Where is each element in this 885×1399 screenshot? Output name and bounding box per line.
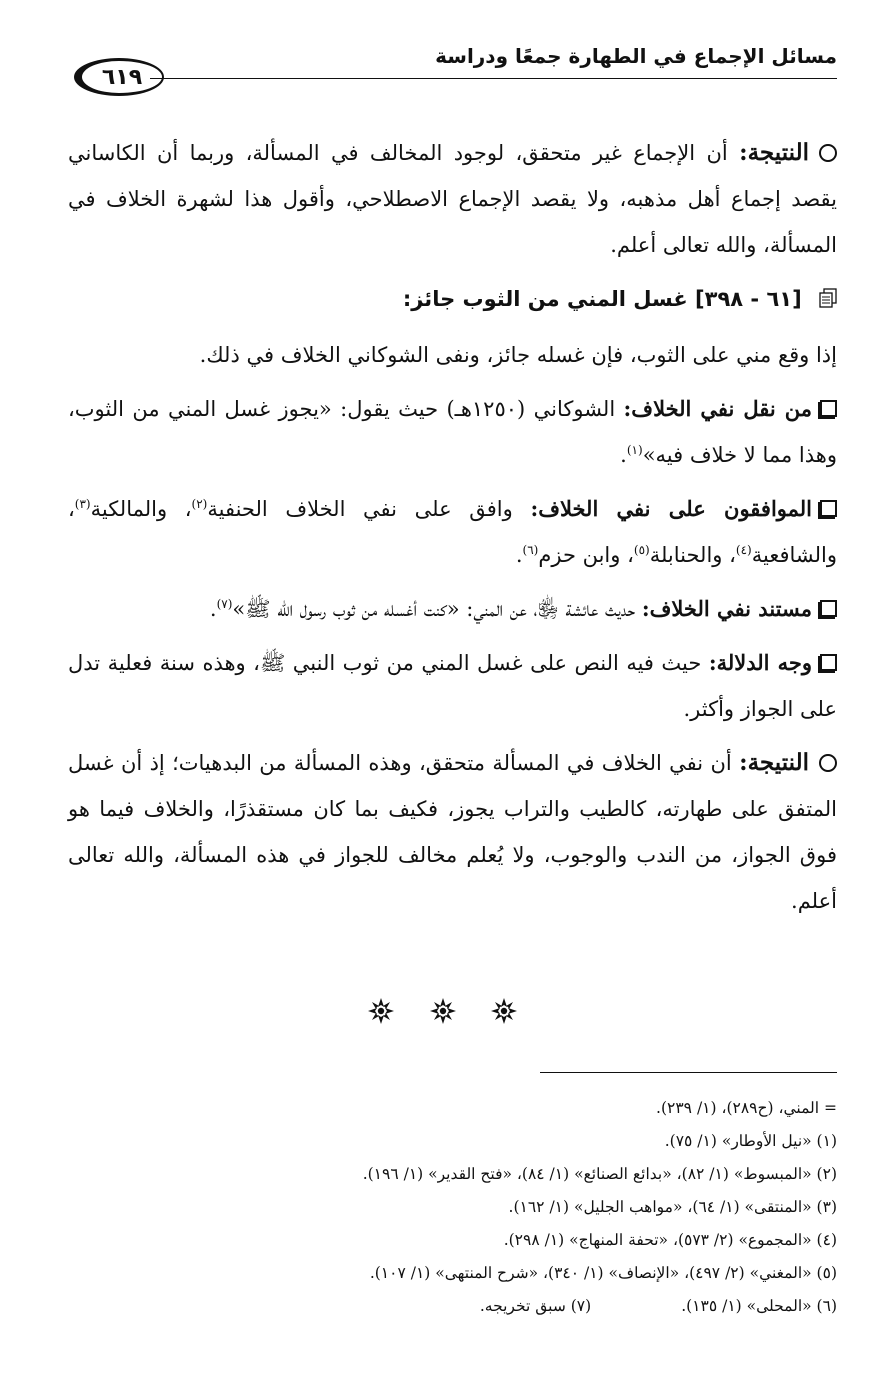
agreeing-label: الموافقون على نفي الخلاف: <box>530 496 813 521</box>
footnote-continuation: = المني، (ح٢٨٩)، (١/ ٢٣٩). <box>656 1099 837 1117</box>
issue-statement-text: إذا وقع مني على الثوب، فإن غسله جائز، ونفى الشوكاني الخلاف في ذلك. <box>199 343 837 367</box>
footnote-ref-3: (٣) <box>74 497 91 511</box>
transmitter-text-end: . <box>620 443 627 467</box>
evidence-paragraph <box>68 586 837 632</box>
agreeing-text-6: . <box>515 543 523 567</box>
issue-title: غسل المني من الثوب جائز: <box>402 287 688 311</box>
transmitter-label: من نقل نفي الخلاف: <box>623 396 812 421</box>
indication-label: وجه الدلالة: <box>708 650 812 675</box>
indication-text: حيث فيه النص على غسل المني من ثوب النبي ﷺ، وهذه سنة فعلية تدل على الجواز وأكثر. <box>68 651 837 721</box>
footnote-4: (٤) «المجموع» (٢/ ٥٧٣)، «تحفة المنهاج» (١/ ٢٩٨). <box>503 1231 837 1249</box>
footnote-ref-6: (٦) <box>522 543 539 557</box>
agreeing-paragraph <box>68 486 837 578</box>
footnote-ref-2: (٢) <box>191 497 208 511</box>
footnote-ref-5: (٥) <box>633 543 650 557</box>
footnote-2: (٢) «المبسوط» (١/ ٨٢)، «بدائع الصنائع» (١/ ٨٤)، «فتح القدير» (١/ ١٩٦). <box>362 1165 837 1183</box>
issue-statement <box>68 332 837 378</box>
documents-icon <box>819 288 837 308</box>
circle-bullet-icon <box>819 144 837 162</box>
transmitter-paragraph <box>68 386 837 478</box>
page-number: ٦١٩ <box>101 64 143 90</box>
footnote-row-6-7 <box>60 1290 837 1323</box>
circle-bullet-icon <box>819 754 837 772</box>
agreeing-text-2: ، والمالكية <box>90 497 192 521</box>
agreeing-text-5: ، وابن حزم <box>538 543 634 567</box>
result-label: النتيجة: <box>739 139 809 166</box>
issue-heading <box>68 276 837 322</box>
footnote-separator <box>540 1072 837 1073</box>
result-paragraph-2 <box>68 740 837 924</box>
main-text <box>68 130 837 932</box>
indication-paragraph <box>68 640 837 732</box>
footnote-ref-1: (١) <box>626 443 643 457</box>
footnote-5: (٥) «المغني» (٢/ ٤٩٧)، «الإنصاف» (١/ ٣٤٠)، «شرح المنتهى» (١/ ١٠٧). <box>369 1264 837 1282</box>
running-header-title: مسائل الإجماع في الطهارة جمعًا ودراسة <box>435 44 837 68</box>
footnote-1: (١) «نيل الأوطار» (١/ ٧٥). <box>664 1132 837 1150</box>
result-text: أن الإجماع غير متحقق، لوجود المخالف في المسألة، وربما أن الكاساني يقصد إجماع أهل مذهبه، ولا يقصد الإجماع الاصطلاحي، وأقول هذا لشهرة الخلاف في المسألة، والله تعالى أعلم. <box>68 141 837 257</box>
footnote-3: (٣) «المنتقى» (١/ ٦٤)، «مواهب الجليل» (١/ ١٦٢). <box>508 1198 837 1216</box>
footnotes <box>60 1092 837 1323</box>
section-ornament <box>0 996 885 1030</box>
evidence-label: مستند نفي الخلاف: <box>641 596 812 621</box>
footnote-7: (٧) سبق تخريجه. <box>479 1297 592 1315</box>
evidence-text-end: . <box>209 597 217 621</box>
issue-number: [٦١ - ٣٩٨] <box>695 287 802 311</box>
agreeing-text-3: ، والشافعية <box>68 497 837 567</box>
flower-ornament-icon <box>366 996 396 1026</box>
transmitter-text: الشوكاني (١٢٥٠هـ) حيث يقول: «يجوز غسل المني من الثوب، وهذا مما لا خلاف فيه» <box>68 397 837 467</box>
agreeing-text-4: ، والحنابلة <box>649 543 736 567</box>
flower-ornament-icon <box>489 996 519 1026</box>
evidence-text: حديث عائشة ﵂، عن المني: «كنت أغسله من ثوب رسول الله ﷺ» <box>232 597 636 621</box>
square-bullet-icon <box>820 400 837 417</box>
footnote-6: (٦) «المحلى» (١/ ١٣٥). <box>681 1297 837 1315</box>
agreeing-text-1: وافق على نفي الخلاف الحنفية <box>207 497 513 521</box>
header-rule <box>150 78 837 79</box>
flower-ornament-icon <box>428 996 458 1026</box>
square-bullet-icon <box>820 500 837 517</box>
result-paragraph-1 <box>68 130 837 268</box>
footnote-ref-7: (٧) <box>216 597 233 611</box>
square-bullet-icon <box>820 600 837 617</box>
page-number-badge <box>74 58 164 96</box>
result-label: النتيجة: <box>739 749 809 776</box>
result-text: أن نفي الخلاف في المسألة متحقق، وهذه المسألة من البدهيات؛ إذ أن غسل المتفق على طهارته، كالطيب والتراب يجوز، فكيف بما كان مستقذرًا، والخلاف فيما هو فوق الجواز، من الندب والوجوب، ولا يُعلم مخالف للجواز في هذه المسألة، والله تعالى أعلم. <box>68 751 837 913</box>
footnote-ref-4: (٤) <box>735 543 752 557</box>
square-bullet-icon <box>820 654 837 671</box>
